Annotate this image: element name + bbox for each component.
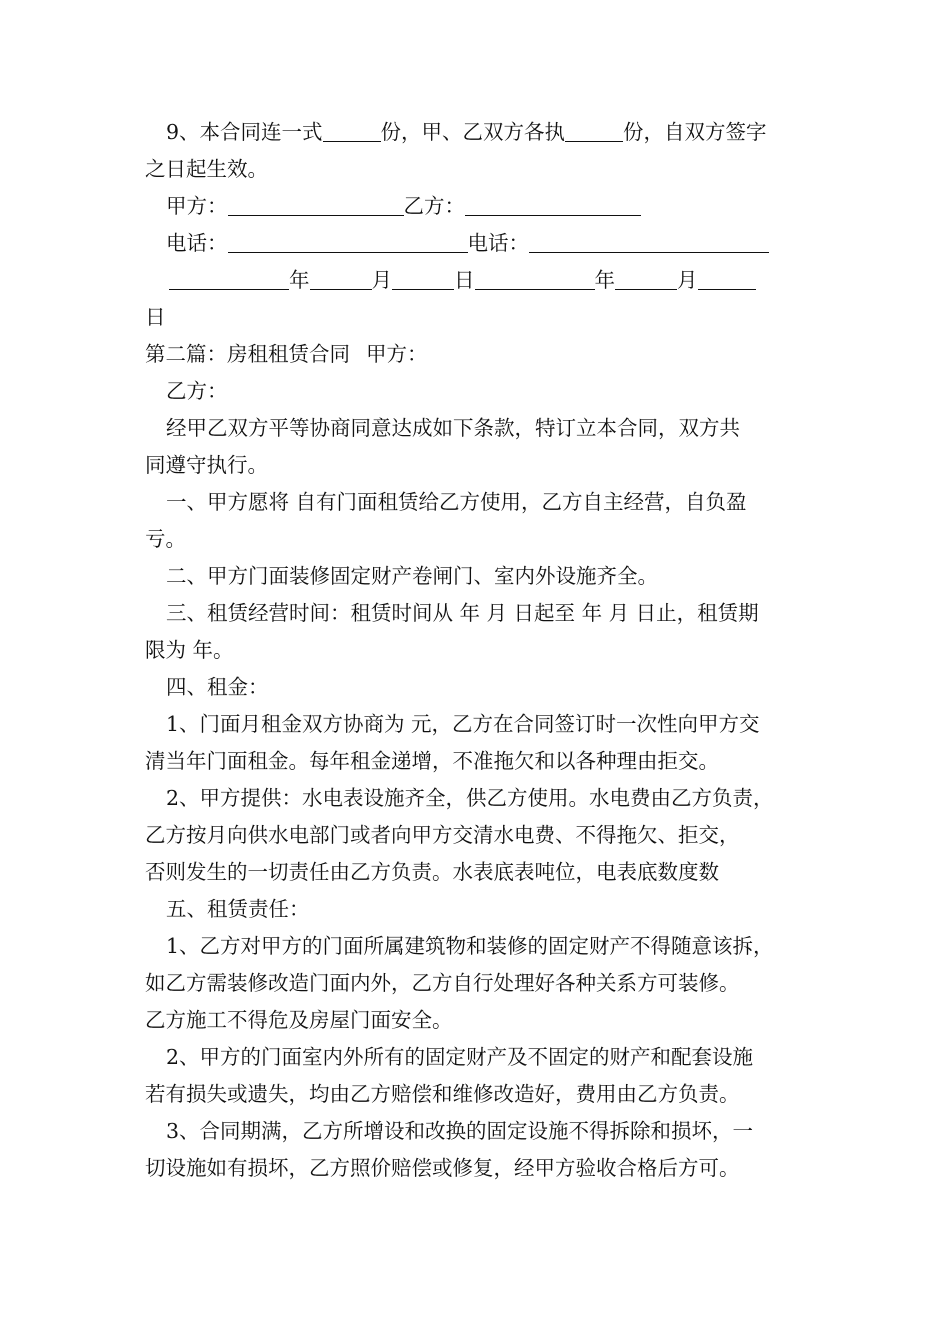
article-4-title: 四、租金： [166, 675, 269, 699]
article-3-line-1: 三、租赁经营时间：租赁时间从 年 月 日起至 年 月 日止，租赁期 [166, 601, 759, 625]
article-4-1-line-2: 清当年门面租金。每年租金递增，不准拖欠和以各种理由拒交。 [145, 749, 719, 773]
part-2-party-b: 乙方： [166, 379, 228, 403]
date-b-day-blank [698, 267, 756, 290]
date-b-month: 月 [677, 268, 698, 292]
date-b-month-blank [615, 267, 677, 290]
article-4-2-line-2: 乙方按月向供水电部门或者向甲方交清水电费、不得拖欠、拒交， [145, 823, 740, 847]
article-5-1-line-3: 乙方施工不得危及房屋门面安全。 [145, 1008, 453, 1032]
article-4-1-line-1: 1、门面月租金双方协商为 元，乙方在合同签订时一次性向甲方交 [166, 712, 760, 736]
article-1-line-1: 一、甲方愿将 自有门面租赁给乙方使用，乙方自主经营，自负盈 [166, 490, 747, 514]
article-5-2-line-2: 若有损失或遗失，均由乙方赔偿和维修改造好，费用由乙方负责。 [145, 1082, 740, 1106]
clause-9-line-2: 之日起生效。 [145, 157, 268, 181]
party-a-blank [228, 193, 404, 216]
date-a-month-blank [310, 267, 372, 290]
clause-9-line-1 [145, 114, 815, 151]
article-5-1-line-1: 1、乙方对甲方的门面所属建筑物和装修的固定财产不得随意该拆， [166, 934, 774, 958]
article-4-2-line-1: 2、甲方提供：水电表设施齐全，供乙方使用。水电费由乙方负责， [166, 786, 774, 810]
date-b-year-blank [475, 267, 595, 290]
date-a-year-blank [169, 267, 289, 290]
date-a-day: 日 [454, 268, 475, 292]
phone-b-label: 电话： [467, 231, 529, 255]
intro-line-2: 同遵守执行。 [145, 453, 268, 477]
clause-9-text-2: 份，甲、乙双方各执 [380, 120, 566, 144]
phone-a-label: 电话： [166, 231, 228, 255]
party-a-label: 甲方： [166, 194, 228, 218]
signature-phone-line [145, 225, 815, 262]
phone-a-blank [228, 230, 468, 253]
article-5-title: 五、租赁责任： [166, 897, 310, 921]
date-a-day-blank [392, 267, 454, 290]
date-a-month: 月 [371, 268, 392, 292]
article-1-line-2: 亏。 [145, 527, 186, 551]
party-b-blank [465, 193, 641, 216]
date-b-year: 年 [594, 268, 615, 292]
article-5-1-line-2: 如乙方需装修改造门面内外，乙方自行处理好各种关系方可装修。 [145, 971, 740, 995]
party-b-label: 乙方： [403, 194, 465, 218]
clause-9-text-3: 份，自双方签字 [623, 120, 767, 144]
article-2: 二、甲方门面装修固定财产卷闸门、室内外设施齐全。 [166, 564, 658, 588]
copies-each-blank [565, 119, 623, 142]
article-5-2-line-1: 2、甲方的门面室内外所有的固定财产及不固定的财产和配套设施 [166, 1045, 754, 1069]
clause-9-text-1: 9、本合同连一式 [166, 120, 323, 144]
copies-total-blank [323, 119, 381, 142]
document-body [145, 114, 815, 1187]
article-5-3-line-1: 3、合同期满，乙方所增设和改换的固定设施不得拆除和损坏，一 [166, 1119, 754, 1143]
signature-date-line [145, 262, 815, 299]
article-4-2-line-3: 否则发生的一切责任由乙方负责。水表底表吨位，电表底数度数 [145, 860, 719, 884]
intro-line-1: 经甲乙双方平等协商同意达成如下条款，特订立本合同，双方共 [166, 416, 740, 440]
phone-b-blank [529, 230, 769, 253]
part-2-party-a: 甲方： [366, 342, 428, 366]
signature-party-line [145, 188, 815, 225]
part-2-heading: 第二篇：房租租赁合同 [145, 342, 350, 366]
part-2-heading-line [145, 336, 815, 373]
article-5-3-line-2: 切设施如有损坏，乙方照价赔偿或修复，经甲方验收合格后方可。 [145, 1156, 740, 1180]
article-3-line-2: 限为 年。 [145, 638, 234, 662]
date-a-year: 年 [289, 268, 310, 292]
signature-date-day: 日 [145, 305, 166, 329]
